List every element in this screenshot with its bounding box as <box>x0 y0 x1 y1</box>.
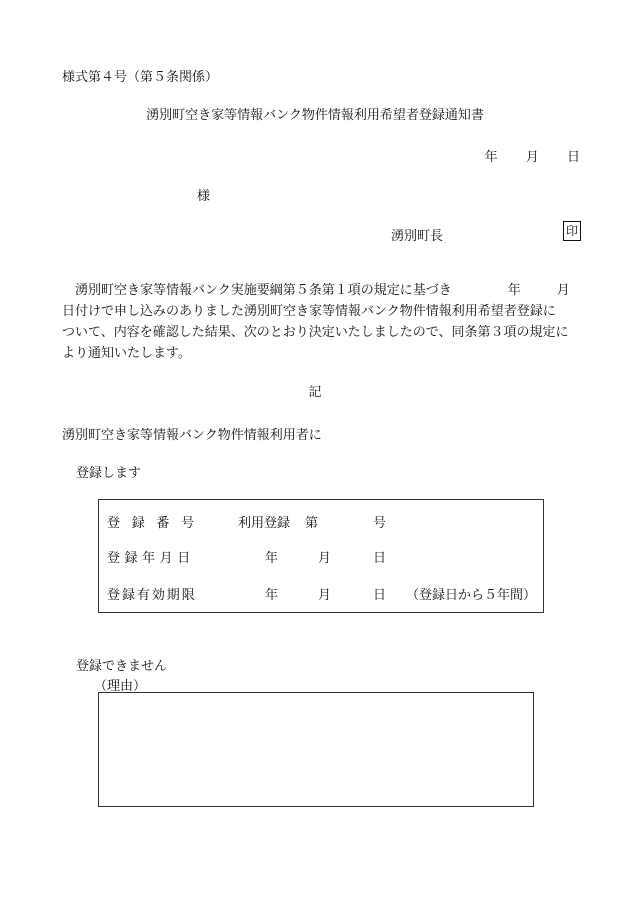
body-line-4: より通知いたします。 <box>62 346 191 361</box>
registration-number-label: 登録番号 <box>107 516 206 531</box>
registration-validity-note: （登録日から５年間） <box>406 588 537 603</box>
form-number: 様式第４号（第５条関係） <box>62 70 219 85</box>
document-title: 湧別町空き家等情報バンク物件情報利用希望者登録通知書 <box>146 108 484 123</box>
registration-date-month: 月 <box>318 551 332 566</box>
body-line-2: 日付けで申し込みのありました湧別町空き家等情報バンク物件情報利用希望者登録に <box>62 304 556 319</box>
registration-number-prefix: 利用登録 <box>238 516 291 531</box>
body-line-1-month: 月 <box>556 283 570 298</box>
issue-date-year: 年 <box>484 150 498 165</box>
registration-validity-year: 年 <box>265 588 279 603</box>
registration-date-day: 日 <box>373 551 387 566</box>
not-registered-option: 登録できません <box>76 659 168 674</box>
registration-date-year: 年 <box>265 551 279 566</box>
registration-validity-day: 日 <box>373 588 387 603</box>
reason-label: （理由） <box>94 679 147 694</box>
issue-date-day: 日 <box>566 150 580 165</box>
issuer-name: 湧別町長 <box>391 229 444 244</box>
registered-option: 登録します <box>76 466 142 481</box>
registration-number-row <box>99 512 545 532</box>
seal-mark: 印 <box>563 221 581 241</box>
body-line-1 <box>62 280 584 301</box>
registration-date-row <box>99 547 545 567</box>
registration-validity-label: 登録有効期限 <box>107 588 197 603</box>
notice-body <box>62 280 584 364</box>
registration-number-dai: 第 <box>305 516 319 531</box>
body-line-1-year: 年 <box>507 283 521 298</box>
addressee-suffix: 様 <box>197 189 211 204</box>
ki-heading: 記 <box>308 385 322 400</box>
registration-date-label: 登録年月日 <box>107 551 195 566</box>
registration-table <box>98 499 544 613</box>
target-text: 湧別町空き家等情報バンク物件情報利用者に <box>62 428 322 443</box>
issue-date <box>485 146 580 165</box>
reason-box <box>98 692 534 807</box>
issue-date-month: 月 <box>525 150 539 165</box>
registration-validity-row <box>99 584 545 604</box>
body-line-3: ついて、内容を確認した結果、次のとおり決定いたしましたので、同条第３項の規定に <box>62 325 569 340</box>
registration-number-go: 号 <box>373 516 387 531</box>
body-line-1-text: 湧別町空き家等情報バンク実施要綱第５条第１項の規定に基づき <box>75 283 452 298</box>
registration-validity-month: 月 <box>318 588 332 603</box>
